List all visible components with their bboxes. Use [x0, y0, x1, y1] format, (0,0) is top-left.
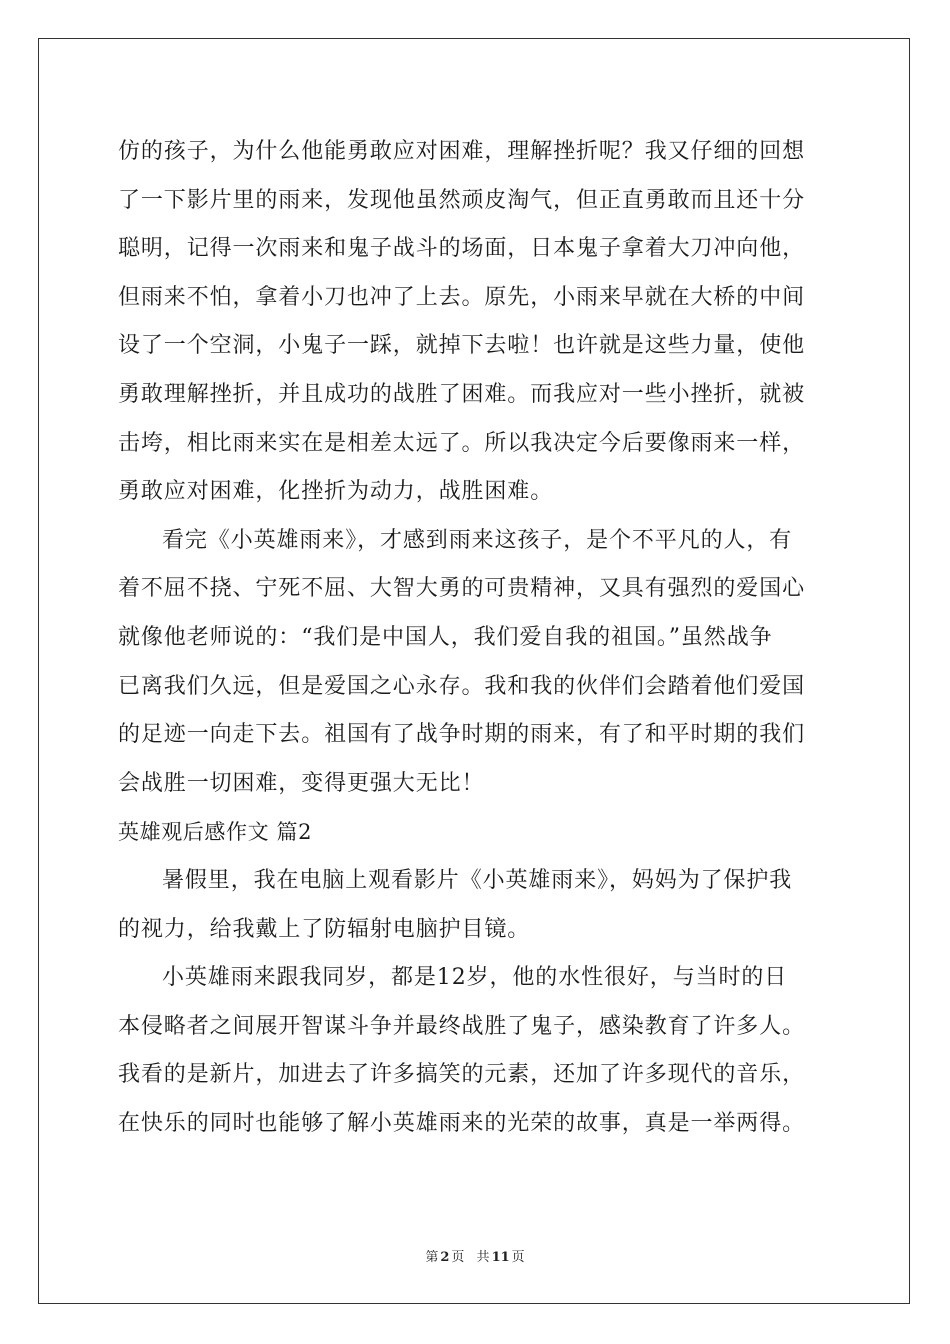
text-line: 击垮，相比雨来实在是相差太远了。所以我决定今后要像雨来一样， — [118, 430, 806, 456]
text-line: 本侵略者之间展开智谋斗争并最终战胜了鬼子，感染教育了许多人。 — [118, 1013, 806, 1039]
text-line: 暑假里，我在电脑上观看影片《小英雄雨来》，妈妈为了保护我 — [162, 867, 793, 893]
text-line: 勇敢应对困难，化挫折为动力，战胜困难。 — [118, 479, 554, 505]
text-line: 会战胜一切困难，变得更强大无比！ — [118, 770, 485, 796]
text-line: 但雨来不怕，拿着小刀也冲了上去。原先，小雨来早就在大桥的中间 — [118, 284, 806, 310]
text-line: 我看的是新片，加进去了许多搞笑的元素，还加了许多现代的音乐， — [118, 1062, 806, 1088]
text-line: 着不屈不挠、宁死不屈、大智大勇的可贵精神，又具有强烈的爱国心 — [118, 576, 806, 602]
paragraph — [118, 517, 838, 809]
text-line: 聪明，记得一次雨来和鬼子战斗的场面，日本鬼子拿着大刀冲向他， — [118, 236, 806, 262]
text-line: 的视力，给我戴上了防辐射电脑护目镜。 — [118, 916, 531, 942]
text-line: 看完《小英雄雨来》，才感到雨来这孩子，是个不平凡的人，有 — [162, 527, 793, 553]
page-suffix: 页 — [451, 1250, 465, 1265]
text-line: 的足迹一向走下去。祖国有了战争时期的雨来，有了和平时期的我们 — [118, 722, 806, 748]
text-line: 了一下影片里的雨来，发现他虽然顽皮淘气，但正直勇敢而且还十分 — [118, 187, 806, 213]
text-line: 已离我们久远，但是爱国之心永存。我和我的伙伴们会踏着他们爱国 — [118, 673, 806, 699]
page-indicator — [423, 1250, 466, 1265]
total-prefix: 共 — [476, 1250, 490, 1265]
page-number: 2 — [440, 1250, 450, 1265]
paragraph — [118, 857, 838, 954]
text-line: 勇敢理解挫折，并且成功的战胜了困难。而我应对一些小挫折，就被 — [118, 381, 806, 407]
page-prefix: 第 — [425, 1250, 439, 1265]
total-suffix: 页 — [511, 1250, 525, 1265]
text-line: 设了一个空洞，小鬼子一踩，就掉下去啦！也许就是这些力量，使他 — [118, 333, 806, 359]
section-heading: 英雄观后感作文 篇2 — [118, 820, 313, 845]
text-line: 小英雄雨来跟我同岁，都是12岁，他的水性很好，与当时的日 — [162, 965, 788, 991]
page-footer — [0, 1246, 950, 1265]
paragraph — [118, 954, 838, 1148]
document-body — [118, 128, 838, 1148]
text-line: 就像他老师说的：“我们是中国人，我们爱自我的祖国。”虽然战争 — [118, 624, 773, 650]
text-line: 仿的孩子，为什么他能勇敢应对困难，理解挫折呢？我又仔细的回想 — [118, 139, 806, 164]
text-line: 在快乐的同时也能够了解小英雄雨来的光荣的故事，真是一举两得。 — [118, 1110, 806, 1136]
paragraph — [118, 128, 838, 517]
total-indicator — [475, 1250, 527, 1265]
total-pages: 11 — [491, 1250, 510, 1265]
